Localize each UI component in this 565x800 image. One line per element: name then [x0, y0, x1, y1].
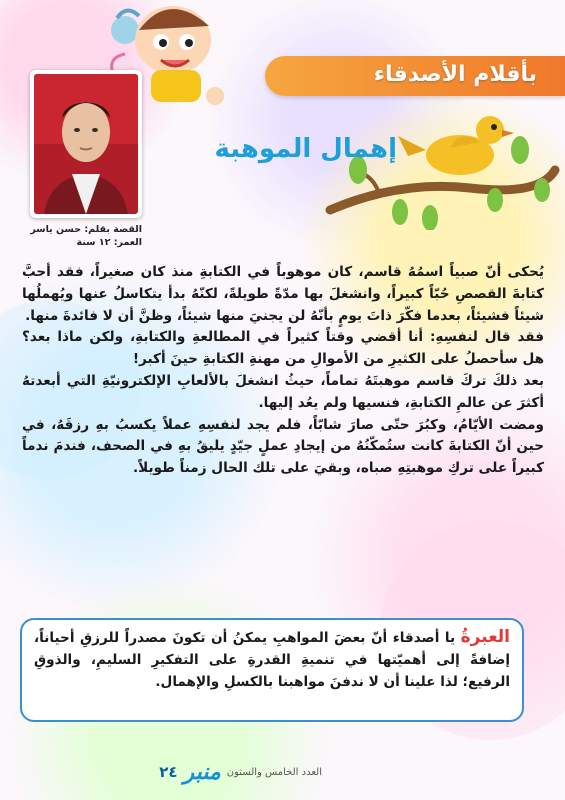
story-paragraph: بعد ذلكَ تركَ قاسم موهبتَهُ تماماً، حيثُ انشغلَ بالألعابِ الإلكترونيّةِ التي أبعدتهُ أكثرَ عن عالمِ الكتابةِ، فنسيها ولم يعُد إليها. [22, 372, 544, 411]
story-paragraph: فقد قال لنفسِهِ: أنا أقضي وقتاً كثيراً في المطالعةِ والكتابةِ، ولكن ماذا بعد؟ هل سأحصلُ على الكثيرِ من الأموالِ من مهنةِ الكتابةِ حينَ أكبر! [22, 329, 544, 368]
page-number: ٢٤ [159, 763, 178, 781]
author-caption [30, 223, 142, 249]
page-footer [22, 758, 322, 786]
story-body [22, 262, 544, 480]
section-banner [265, 56, 565, 96]
author-photo [30, 70, 142, 218]
author-portrait [34, 74, 138, 214]
story-title: إهمال الموهبة [214, 134, 397, 164]
magazine-logo: منبر [183, 759, 221, 785]
story-paragraph: ومضت الأيّامُ، وكبُرَ حتّى صارَ شابّاً، فلم يجد لنفسِهِ عملاً يكسبُ بهِ رزقَهُ، في حين أنّ الكتابةَ كانت ستُمكّنُهُ من إيجادِ عملٍ جيّدٍ يليقُ بهِ في الصحف، فندمَ ندماً كبيراً على تركِ موهبتِهِ صباه، وبقيَ على تلك الحال زمناً طويلاً. [22, 416, 544, 477]
section-title: بأقلام الأصدقاء [373, 62, 537, 87]
age-line: العمر: ١٢ سنة [76, 237, 142, 248]
lesson-text: يا أصدقاء أنّ بعضَ المواهبِ يمكنُ أن تكونَ مصدراً للرزقِ أحياناً، إضافةً إلى أهميّتها في تنميةِ القدرةِ على التفكيرِ السليمِ، والذوقِ الرفيع؛ لذا علينا أن لا ندفنَ مواهبنا بالكسلِ والإهمال. [34, 630, 510, 690]
author-line: القصة بقلم: حسن ياسر [30, 224, 142, 235]
bird-on-branch-illustration [320, 100, 560, 230]
issue-label: العدد الخامس والستون [226, 766, 322, 778]
lesson-label: العبرةُ [460, 627, 510, 647]
story-paragraph: يُحكى أنّ صبياً اسمُهُ قاسم، كان موهوباً في الكتابةِ منذ كان صغيراً، فقد أحبَّ كتابةَ القصصِ حُبّاً كبيراً، وانشغلَ بها مدّةً طويلةً، لكنّهُ بدأ يتكاسلُ عنها ويُهملُها شيئاً فشيئاً، بعدما فكّرَ ذاتَ يومٍ بأنّهُ لن يجنيَ منها شيئاً، وظنَّ أن لا فائدةَ منها. [22, 264, 544, 324]
lesson-box [20, 618, 524, 722]
